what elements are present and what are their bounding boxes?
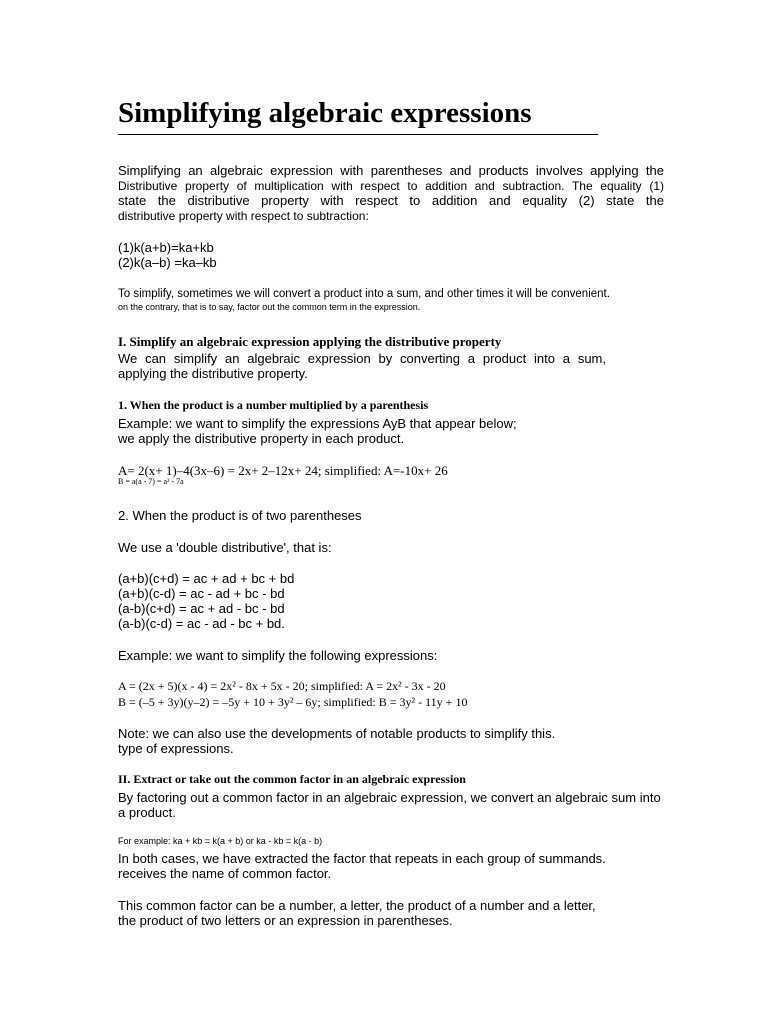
- example-a-double: A = (2x + 5)(x - 4) = 2x² - 8x + 5x - 20; simplified: A = 2x² - 3x - 20: [118, 679, 446, 693]
- double-distributive-rule-1: (a+b)(c+d) = ac + ad + bc + bd: [118, 571, 295, 586]
- section-1-line-2: applying the distributive property.: [118, 366, 308, 381]
- common-factor-example: For example: ka + kb = k(a + b) or ka - kb = k(a - b): [118, 836, 323, 846]
- subsection-1-heading: 1. When the product is a number multiplied by a parenthesis: [118, 398, 429, 412]
- page-title: Simplifying algebraic expressions: [118, 92, 598, 135]
- section-2-line-2: a product.: [118, 805, 176, 820]
- example-b-double: B = (–5 + 3y)(y–2) = –5y + 10 + 3y² – 6y; simplified: B = 3y² - 11y + 10: [118, 695, 468, 709]
- formula-2: (2)k(a–b) =ka–kb: [118, 255, 217, 270]
- double-distributive-rule-2: (a+b)(c-d) = ac - ad + bc - bd: [118, 586, 285, 601]
- simplify-note-line-2: on the contrary, that is to say, factor out the common term in the expression.: [118, 302, 421, 312]
- subsection-1-line-1: Example: we want to simplify the expressions AyB that appear below;: [118, 416, 517, 431]
- common-factor-line-1: This common factor can be a number, a letter, the product of a number and a letter,: [118, 898, 596, 913]
- intro-line-1: Simplifying an algebraic expression with parentheses and products involves applying the: [118, 163, 664, 178]
- intro-line-3: state the distributive property with respect to addition and equality (2) state the: [118, 193, 664, 208]
- notable-products-note-line-2: type of expressions.: [118, 741, 234, 756]
- both-cases-line-2: receives the name of common factor.: [118, 866, 332, 881]
- formula-1: (1)k(a+b)=ka+kb: [118, 240, 214, 255]
- section-2-heading: II. Extract or take out the common factor in an algebraic expression: [118, 772, 466, 786]
- example-b-distributive: B = a(a - 7) = a² - 7a: [118, 477, 184, 486]
- both-cases-line-1: In both cases, we have extracted the factor that repeats in each group of summands.: [118, 851, 606, 866]
- common-factor-line-2: the product of two letters or an expression in parentheses.: [118, 913, 453, 928]
- intro-line-4: distributive property with respect to subtraction:: [118, 209, 369, 223]
- section-1-heading: I. Simplify an algebraic expression applying the distributive property: [118, 334, 502, 349]
- notable-products-note-line-1: Note: we can also use the developments of notable products to simplify this.: [118, 726, 556, 741]
- section-1-line-1: We can simplify an algebraic expression by converting a product into a sum,: [118, 351, 606, 366]
- double-distributive-rule-3: (a-b)(c+d) = ac + ad - bc - bd: [118, 601, 285, 616]
- intro-line-2: Distributive property of multiplication with respect to addition and subtraction. The equality (1): [118, 179, 664, 193]
- subsection-1-line-2: we apply the distributive property in each product.: [118, 431, 405, 446]
- example-a-distributive: A= 2(x+ 1)–4(3x–6) = 2x+ 2–12x+ 24; simplified: A=-10x+ 26: [118, 463, 448, 478]
- section-2-line-1: By factoring out a common factor in an algebraic expression, we convert an algebraic sum into: [118, 790, 661, 805]
- subsection-2-heading: 2. When the product is of two parentheses: [118, 508, 362, 523]
- subsection-2-example-intro: Example: we want to simplify the following expressions:: [118, 648, 438, 663]
- simplify-note-line-1: To simplify, sometimes we will convert a product into a sum, and other times it will be convenient.: [118, 288, 610, 300]
- subsection-2-intro: We use a 'double distributive', that is:: [118, 540, 332, 555]
- double-distributive-rule-4: (a-b)(c-d) = ac - ad - bc + bd.: [118, 616, 285, 631]
